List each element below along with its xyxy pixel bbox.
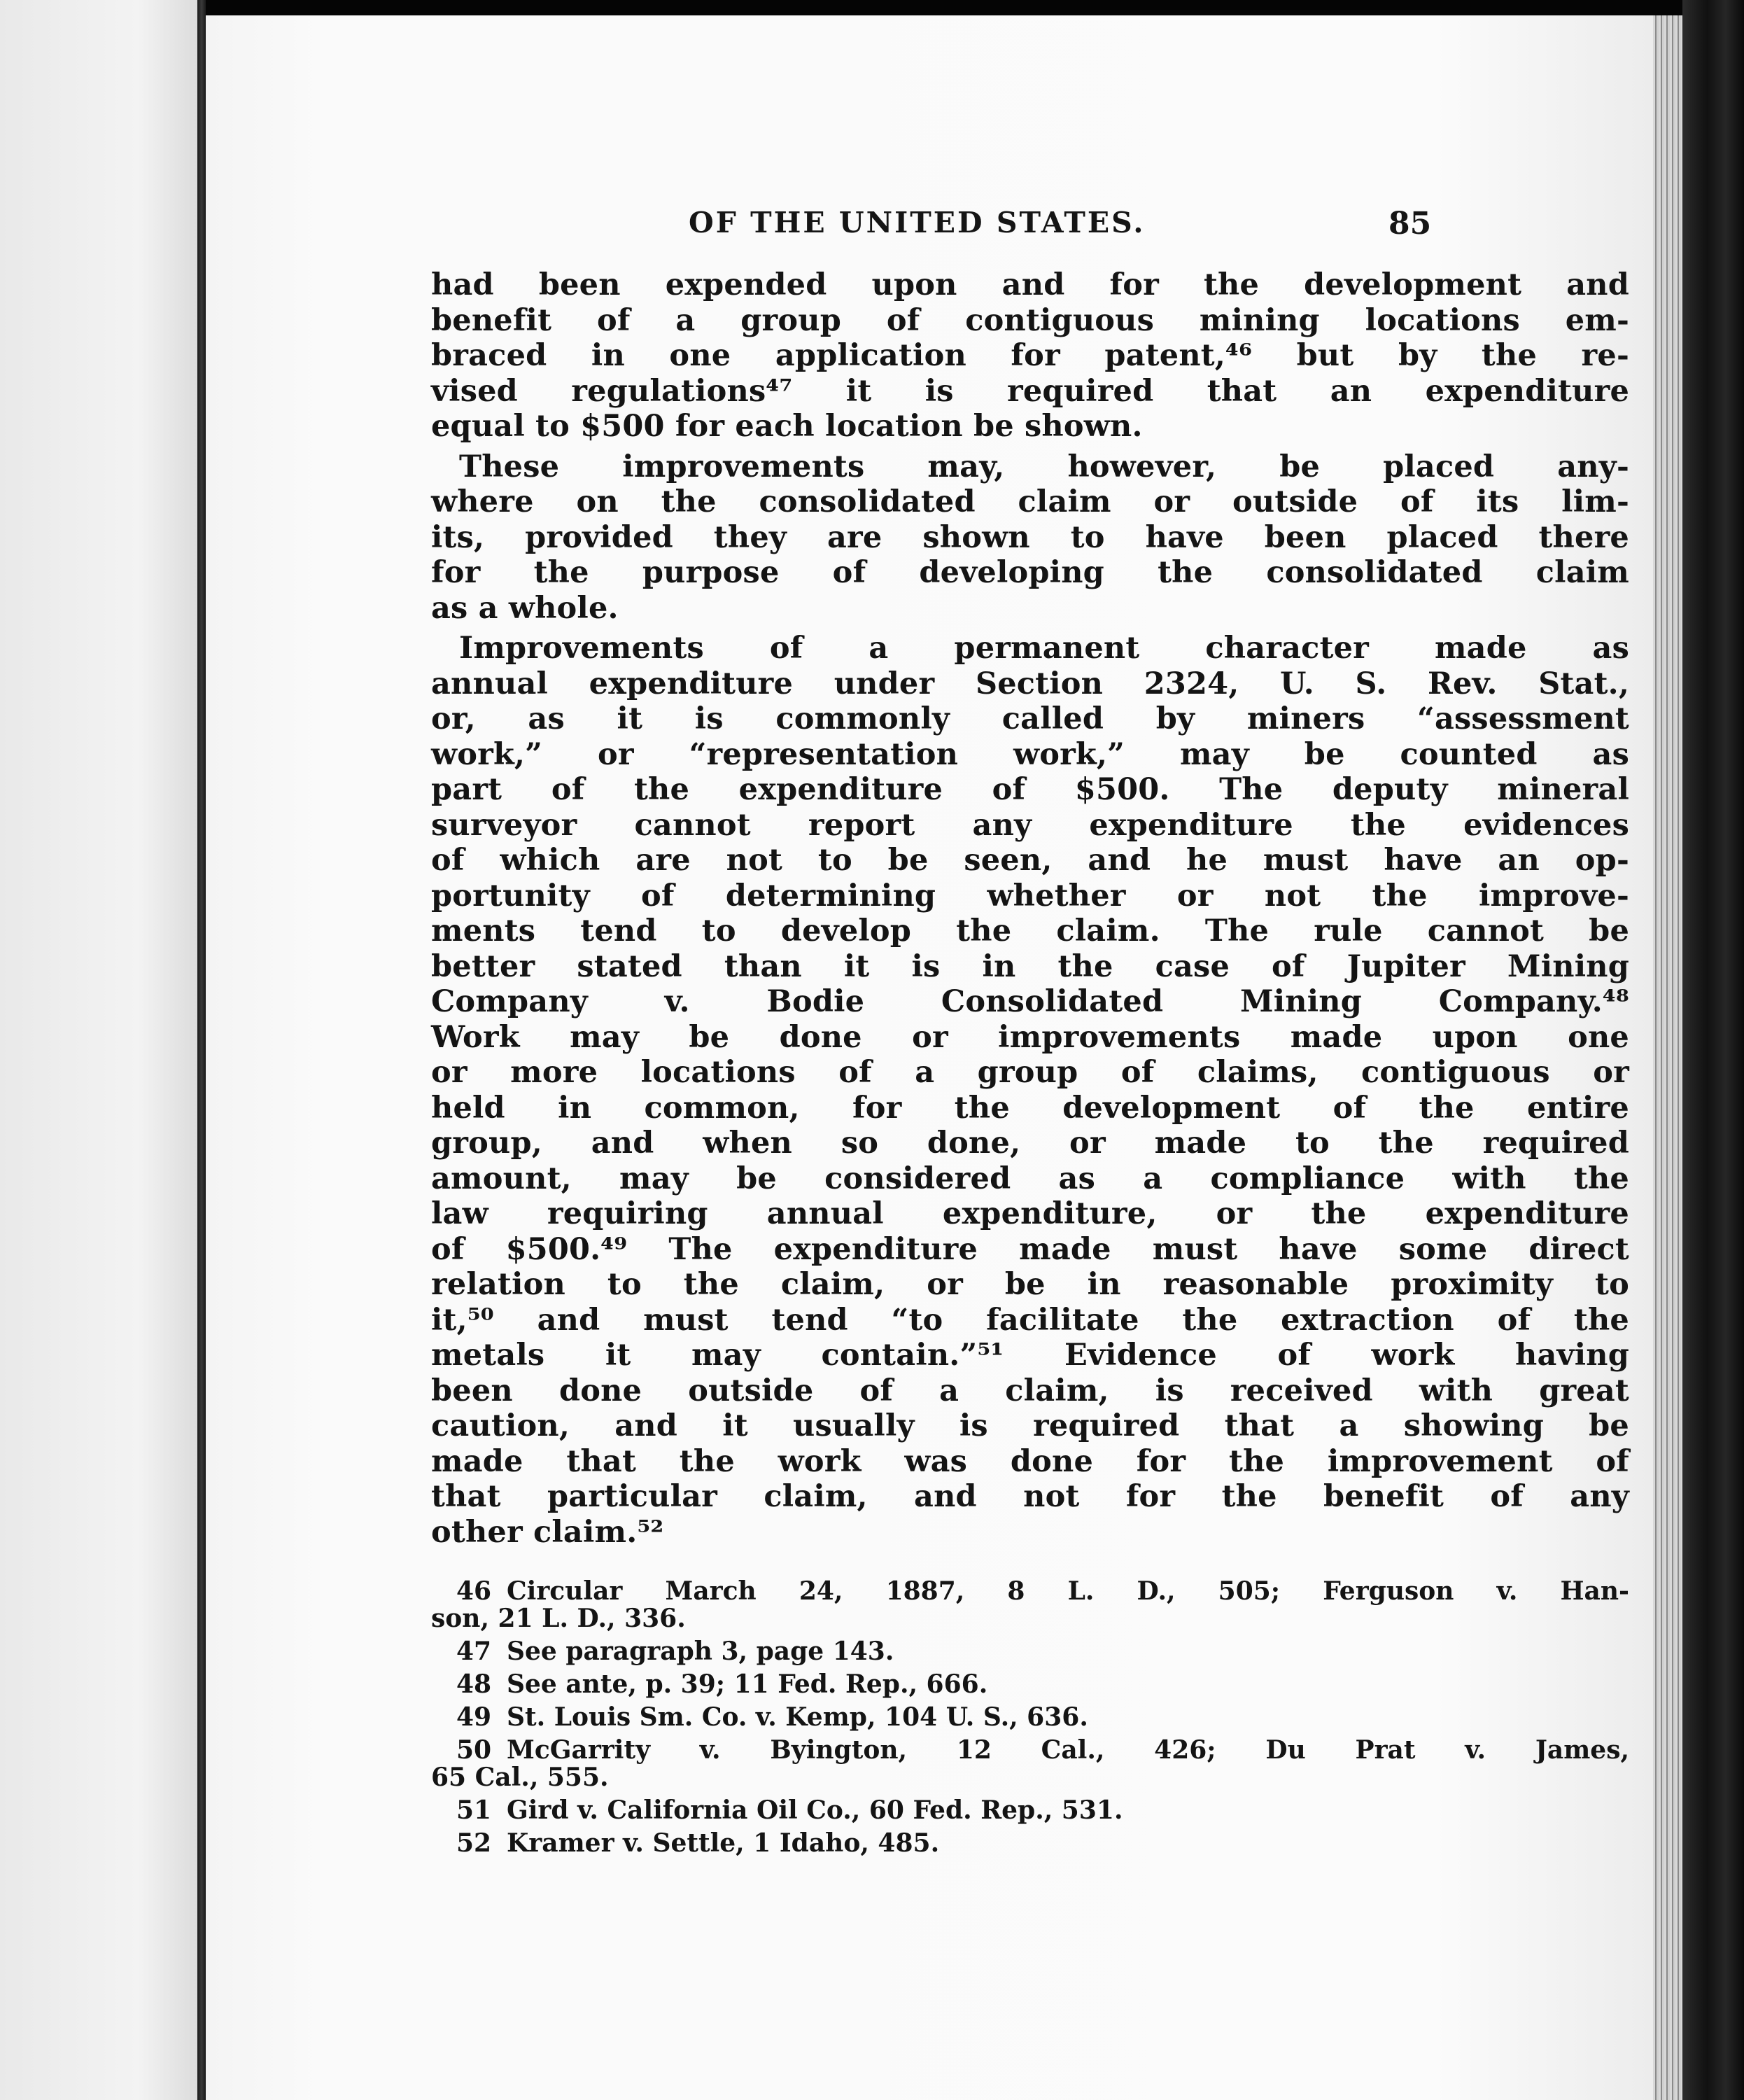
facing-page-edge — [0, 0, 197, 2100]
text-line: for the purpose of developing the consolidated claim — [431, 555, 1629, 590]
footnote — [431, 1737, 1629, 1791]
text-line: work,” or “representation work,” may be counted as — [431, 736, 1629, 772]
text-line: metals it may contain.”⁵¹ Evidence of work having — [431, 1338, 1629, 1373]
text-line: braced in one application for patent,⁴⁶ but by the re- — [431, 338, 1629, 373]
text-line: it,⁵⁰ and must tend “to facilitate the extraction of the — [431, 1302, 1629, 1338]
footnote-line: See paragraph 3, page 143. — [507, 1637, 894, 1666]
text-line: group, and when so done, or made to the required — [431, 1126, 1629, 1161]
text-line: amount, may be considered as a compliance with the — [431, 1161, 1629, 1196]
text-line: portunity of determining whether or not the improve- — [431, 878, 1629, 913]
footnote-text — [431, 1638, 1629, 1665]
paragraph — [431, 267, 1629, 444]
footnote-line: 65 Cal., 555. — [431, 1763, 609, 1792]
text-line: law requiring annual expenditure, or the expenditure — [431, 1196, 1629, 1231]
running-title: OF THE UNITED STATES. — [689, 206, 1146, 239]
footnote-text — [431, 1830, 1629, 1857]
paragraph — [431, 449, 1629, 626]
book-spine — [1682, 0, 1744, 2100]
body-text — [431, 267, 1629, 1550]
footnote — [431, 1704, 1629, 1731]
text-line: vised regulations⁴⁷ it is required that an expenditure — [431, 373, 1629, 409]
text-line: Work may be done or improvements made upon one — [431, 1019, 1629, 1055]
text-line: These improvements may, however, be placed any- — [459, 449, 1629, 484]
text-line: part of the expenditure of $500. The deputy mineral — [431, 772, 1629, 807]
text-line: annual expenditure under Section 2324, U. S. Rev. Stat., — [431, 666, 1629, 701]
paragraph — [431, 631, 1629, 1550]
footnote-text — [431, 1578, 1629, 1605]
footnote-number: 47 — [456, 1637, 492, 1666]
footnote — [431, 1638, 1629, 1665]
text-line: held in common, for the development of the entire — [431, 1090, 1629, 1126]
text-line: as a whole. — [431, 590, 619, 626]
footnote-number: 50 — [456, 1735, 492, 1765]
footnote-number: 52 — [456, 1828, 492, 1858]
text-line: benefit of a group of contiguous mining locations em- — [431, 302, 1629, 338]
page-number: 85 — [1388, 206, 1432, 241]
text-line: Improvements of a permanent character made as — [459, 631, 1629, 666]
footnote — [431, 1830, 1629, 1857]
text-line: equal to $500 for each location be shown. — [431, 409, 1143, 444]
footnotes — [431, 1578, 1629, 1863]
footnote-line: Circular March 24, 1887, 8 L. D., 505; Ferguson v. Han- — [507, 1576, 1629, 1606]
footnote-text — [431, 1797, 1629, 1824]
text-line: been done outside of a claim, is received with great — [431, 1373, 1629, 1408]
footnote-line: Kramer v. Settle, 1 Idaho, 485. — [507, 1828, 940, 1858]
text-line: of which are not to be seen, and he must have an op- — [431, 843, 1629, 878]
footnote-line: See ante, p. 39; 11 Fed. Rep., 666. — [507, 1670, 988, 1699]
footnote — [431, 1671, 1629, 1698]
text-line: of $500.⁴⁹ The expenditure made must have some direct — [431, 1231, 1629, 1267]
footnote-line: son, 21 L. D., 336. — [431, 1604, 686, 1633]
text-line: ments tend to develop the claim. The rule cannot be — [431, 913, 1629, 948]
footnote-line: Gird v. California Oil Co., 60 Fed. Rep., 531. — [507, 1795, 1123, 1825]
page-edges — [1653, 15, 1682, 2100]
book-gutter — [197, 0, 206, 2100]
footnote — [431, 1797, 1629, 1824]
text-line: caution, and it usually is required that a showing be — [431, 1408, 1629, 1443]
text-line: had been expended upon and for the development and — [431, 267, 1629, 302]
text-line: its, provided they are shown to have been placed there — [431, 519, 1629, 555]
footnote-number: 48 — [456, 1670, 492, 1699]
footnote-text — [431, 1671, 1629, 1698]
text-line: surveyor cannot report any expenditure the evidences — [431, 807, 1629, 843]
book-page — [206, 15, 1653, 2100]
footnote-text — [431, 1704, 1629, 1731]
text-line: Company v. Bodie Consolidated Mining Company.⁴⁸ — [431, 984, 1629, 1019]
text-line: where on the consolidated claim or outside of its lim- — [431, 484, 1629, 519]
text-line: or, as it is commonly called by miners “assessment — [431, 701, 1629, 736]
running-head — [206, 206, 1653, 255]
text-line: that particular claim, and not for the benefit of any — [431, 1479, 1629, 1514]
text-line: made that the work was done for the improvement of — [431, 1443, 1629, 1479]
scan-border-top — [0, 0, 1744, 15]
text-line: relation to the claim, or be in reasonable proximity to — [431, 1267, 1629, 1302]
footnote-number: 49 — [456, 1702, 492, 1732]
footnote-text — [431, 1737, 1629, 1764]
footnote-line: St. Louis Sm. Co. v. Kemp, 104 U. S., 636. — [507, 1702, 1088, 1732]
footnote-number: 46 — [456, 1576, 492, 1606]
text-line: or more locations of a group of claims, contiguous or — [431, 1055, 1629, 1090]
footnote — [431, 1578, 1629, 1632]
footnote-line: McGarrity v. Byington, 12 Cal., 426; Du Prat v. James, — [507, 1735, 1629, 1765]
footnote-number: 51 — [456, 1795, 492, 1825]
text-line: other claim.⁵² — [431, 1514, 664, 1550]
text-line: better stated than it is in the case of Jupiter Mining — [431, 948, 1629, 984]
